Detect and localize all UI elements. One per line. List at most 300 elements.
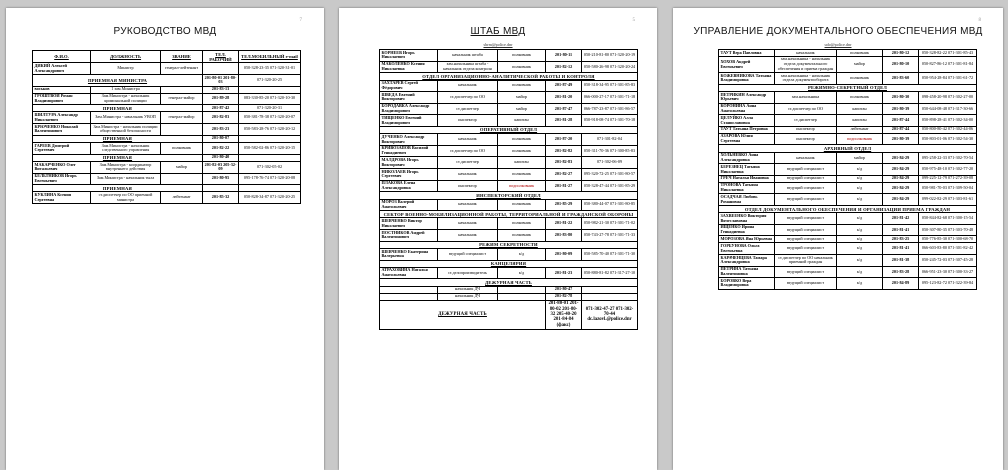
table-row — [380, 218, 638, 230]
section-row — [33, 135, 301, 142]
phone-work: 201-81-20 — [546, 92, 582, 104]
rank: капитан — [498, 157, 546, 169]
phone-mobile: 066-603-83-80 071-301-82-42 — [919, 243, 977, 255]
position: ст.диспетчер — [438, 103, 498, 115]
phone-work: 201-81-27 — [546, 180, 582, 192]
section-row — [380, 126, 638, 133]
position: начальник — [438, 199, 498, 211]
position: ведущий специалист — [775, 213, 837, 225]
phone-work: 201-87-42 — [203, 105, 239, 112]
position: инспектор — [438, 180, 498, 192]
table-row — [719, 126, 977, 133]
section-title: СЕКТОР ВОЕННО-МОБИЛИЗАЦИОННОЙ РАБОТЫ, ТЕРРИТОРИАЛЬНОЙ И ГРАЖДАНСКОЙ ОБОРОНЫ — [380, 211, 638, 218]
phone-mobile: 095-258-22-33 071-302-70-54 — [919, 152, 977, 164]
section-title: РЕЖИМНО-СЕКРЕТНЫЙ ОТДЕЛ — [719, 84, 977, 91]
table-row — [719, 92, 977, 104]
phone-mobile: 066-787-23-87 071-301-86-57 — [582, 103, 638, 115]
position: зам.начальника - начальник отдела документооборота — [775, 73, 837, 85]
table-row — [719, 278, 977, 290]
person-name — [380, 293, 438, 300]
table-row — [380, 145, 638, 157]
phone-work: 201-84-29 — [883, 175, 919, 182]
phone-mobile: 050-381-78-38 071-320-20-07 — [239, 112, 301, 124]
phone-mobile — [582, 293, 638, 300]
phone-work: 201-84-89 — [883, 278, 919, 290]
table-row — [33, 161, 301, 173]
rank: к/д — [837, 236, 883, 243]
phone-work: 201-81-38 — [883, 254, 919, 266]
contacts-table — [32, 50, 301, 204]
rank: к/д — [837, 194, 883, 206]
person-name: ОСАДЧАЯ Любовь Романовна — [719, 194, 775, 206]
position: начальник — [438, 230, 498, 242]
person-name: ГОРБУНОВА Ольга Евгеньевна — [719, 243, 775, 255]
position: ведущий специалист — [775, 175, 837, 182]
phone-mobile — [239, 135, 301, 142]
position: ст.диспетчер по ОО приемной министра — [91, 192, 161, 204]
section-row — [380, 211, 638, 218]
phone-work: 201-80-07 — [203, 135, 239, 142]
phone-mobile: 066-000-27-17 071-301-71-18 — [582, 92, 638, 104]
person-name: АТРАХОВИНА Наталья Анатольевна — [380, 267, 438, 279]
section-row — [380, 241, 638, 248]
phone-mobile: 083-330-85-20 071-320-10-30 — [239, 93, 301, 105]
section-title: ПРИЕМНАЯ — [33, 154, 203, 161]
person-name: ТАУТ Татьяна Петровна — [719, 126, 775, 133]
section-row — [380, 279, 638, 286]
table-row — [380, 103, 638, 115]
position: зам.начальника - начальник отдела документального обеспечения и приема граждан — [775, 56, 837, 72]
phone-work: 201-83-13 — [203, 86, 239, 93]
person-name: МОРОЗОВА Яна Юрьевна — [719, 236, 775, 243]
section-title: ОТДЕЛ ОРГАНИЗАЦИОННО-АНАЛИТИЧЕСКОЙ РАБОТЫ И КОНТРОЛЯ — [380, 73, 638, 80]
phone-mobile: 095-123-82-72 071-322-39-84 — [919, 278, 977, 290]
section-row — [719, 205, 977, 212]
person-name: ГРЕЧ Наталья Ивановна — [719, 175, 775, 182]
section-title: КАНЦЕЛЯРИЯ — [380, 260, 638, 267]
position: ст.диспетчер по ОО — [775, 103, 837, 115]
person-name: ТИЩЕНКО Евгений Владимирович — [380, 115, 438, 127]
person-name: БОРОДАВКА Александр Владимирович — [380, 103, 438, 115]
table-row — [380, 61, 638, 73]
page-number: 8 — [978, 18, 981, 23]
phone-mobile: 095-178-76-74 071-320-20-08 — [239, 173, 301, 185]
position: ст.делопроизводитель — [438, 267, 498, 279]
phone-work: 201-80-39 — [883, 133, 919, 145]
table-row — [719, 73, 977, 85]
table-row — [380, 157, 638, 169]
phone-work — [203, 185, 239, 192]
phone-mobile: 050-328-47-44 071-301-85-29 — [582, 180, 638, 192]
phone-work: 201-81-42 — [883, 213, 919, 225]
phone-work: 201-80-09 — [546, 248, 582, 260]
phone-work: 201-82-27 — [546, 169, 582, 181]
phone-mobile: 098-458-20-98 071-302-27-00 — [919, 92, 977, 104]
phone-work: 201-87-47 — [546, 103, 582, 115]
phone-work: 201-87-44 — [883, 115, 919, 127]
table-row — [380, 134, 638, 146]
duty-row — [380, 300, 638, 329]
person-name: ШИЛТУРА Александр Николаевич — [33, 112, 91, 124]
table-row — [380, 230, 638, 242]
table-row — [33, 192, 301, 204]
person-name: ПЕТРИКИН Александр Юрьевич — [719, 92, 775, 104]
table-row — [719, 50, 977, 57]
phone-work: 201-84-29 — [883, 182, 919, 194]
phone-mobile — [239, 154, 301, 161]
section-title: РЕЖИМ СЕКРЕТНОСТИ — [380, 241, 638, 248]
rank — [161, 124, 203, 136]
column-header: Ф.И.О. — [33, 51, 91, 63]
table-row — [33, 93, 301, 105]
rank: полковник — [498, 80, 546, 92]
phone-work: 201-87-20 — [546, 134, 582, 146]
position: начальник ДЧ — [438, 293, 498, 300]
position: начальник — [438, 218, 498, 230]
document-page-3 — [673, 8, 1003, 470]
phone-mobile — [239, 86, 301, 93]
rank: генерал-лейтенант — [161, 63, 203, 75]
table-row — [380, 248, 638, 260]
rank: полковник — [498, 61, 546, 73]
phone-work: 201-82-83 — [203, 112, 239, 124]
position: начальник — [775, 152, 837, 164]
column-header: ТЕЛ. РАБОЧИЙ — [203, 51, 239, 63]
phone-work: 201-82-22 — [203, 142, 239, 154]
phone-mobile: 050-644-08-48 071-317-30-66 — [919, 103, 977, 115]
section-title: ОТДЕЛ ДОКУМЕНТАЛЬНОГО ОБЕСПЕЧЕНИЯ И ОРГАНИЗАЦИИ ПРИЕМА ГРАЖДАН — [719, 205, 977, 212]
rank: к/д — [837, 278, 883, 290]
table-row — [719, 243, 977, 255]
person-name: ДИКИЙ Алексей Александрович — [33, 63, 91, 75]
phone-work: 201-89-28 — [203, 93, 239, 105]
person-name: БЕРЕЗНЕЦ Татьяна Николаевна — [719, 164, 775, 176]
position: инспектор — [775, 133, 837, 145]
rank: полковник — [161, 142, 203, 154]
document-page-1 — [6, 8, 324, 470]
phone-mobile: 050-898-28-41 071-302-34-00 — [919, 115, 977, 127]
position: 1 зам.Министра — [91, 86, 161, 93]
section-row — [33, 105, 301, 112]
position: зам.начальника — [775, 92, 837, 104]
rank — [161, 86, 203, 93]
rank: подполковник — [498, 180, 546, 192]
table-row — [719, 213, 977, 225]
phone-mobile: 050-975-48-10 071-302-77-20 — [919, 164, 977, 176]
table-row — [719, 115, 977, 127]
table-row — [380, 92, 638, 104]
phone-work: 201-82-78 — [546, 293, 582, 300]
section-row — [33, 75, 301, 87]
page-number: 7 — [299, 18, 302, 23]
phone-mobile: 050-245-72-03 071-307-45-28 — [919, 254, 977, 266]
position: ведущий специалист — [775, 278, 837, 290]
position: ст.диспетчер по ОО — [438, 92, 498, 104]
phone-mobile: 050-776-85-30 071-300-68-70 — [919, 236, 977, 243]
phone-work: 201-83-23 — [203, 124, 239, 136]
person-name: КРЮЧЕНКО Николай Валентинович — [33, 124, 91, 136]
phone-work: 201-84-29 — [883, 152, 919, 164]
section-row — [719, 84, 977, 91]
rank: полковник — [837, 73, 883, 85]
person-name: КРИВОЗАПОВ Василий Геннадиевич — [380, 145, 438, 157]
rank: полковник — [498, 145, 546, 157]
phone-work: 201-81-23 — [546, 267, 582, 279]
phone-mobile: 071-320-20-25 — [239, 75, 301, 87]
person-name: ЦЕЛУЙКО Алла Станиславовна — [719, 115, 775, 127]
position: ведущий специалист — [775, 236, 837, 243]
position: ст.диспетчер по ОО начальник приемной граждан — [775, 254, 837, 266]
phone-mobile: 050-982-21-30 071-301-71-02 — [582, 218, 638, 230]
phone-work: 201-84-29 — [883, 164, 919, 176]
column-header: ЗВАНИЕ — [161, 51, 203, 63]
person-name: КУКЛИНА Ксения Сергеевна — [33, 192, 91, 204]
position: Зам.Министра - координатор внутреннего действия — [91, 161, 161, 173]
position: ведущий специалист — [775, 243, 837, 255]
position: Министр — [91, 63, 161, 75]
phone-mobile: 050-828-34-87 071-320-20-25 — [239, 192, 301, 204]
section-title: АРХИВНЫЙ ОТДЕЛ — [719, 145, 977, 152]
person-name: АЗАРОВА Юлия Сергеевна — [719, 133, 775, 145]
table-row — [380, 50, 638, 62]
phone-mobile: 050-307-80-35 071-303-70-48 — [919, 224, 977, 236]
person-name: ШЕВЧЕНКО Екатерина Валерьевна — [380, 248, 438, 260]
person-name: ПЛАКОВА Елена Александровна — [380, 180, 438, 192]
position: начальник — [438, 134, 498, 146]
phone-work: 201-81-28 — [546, 115, 582, 127]
rank: к/д — [837, 175, 883, 182]
rank: полковник — [498, 134, 546, 146]
phone-mobile: 071-301-82-04 — [582, 134, 638, 146]
rank: полковник — [498, 199, 546, 211]
person-name: ТРОНОВА Татьяна Николаевна — [719, 182, 775, 194]
phone-work: 201-82-12 — [546, 61, 582, 73]
section-title: ОПЕРАТИВНЫЙ ОТДЕЛ — [380, 126, 638, 133]
phone-mobile: 050-328-82-22 071-301-85-43 — [919, 50, 977, 57]
contacts-table — [718, 49, 977, 290]
section-row — [33, 154, 301, 161]
rank: генерал-майор — [161, 93, 203, 105]
rank: к/д — [837, 164, 883, 176]
page-title: УПРАВЛЕНИЕ ДОКУМЕНТАЛЬНОГО ОБЕСПЕЧЕНИЯ МВД — [693, 26, 983, 37]
rank: подполковник — [837, 133, 883, 145]
phone-work: 201-83-80 — [546, 230, 582, 242]
table-row — [719, 266, 977, 278]
phone-mobile: 095-320-72-25 071-301-80-57 — [582, 169, 638, 181]
phone-work: 201-80-12 — [883, 50, 919, 57]
phone-mobile: 050-585-70-40 071-301-71-30 — [582, 248, 638, 260]
phone-work: 201-80-40 — [203, 154, 239, 161]
rank — [498, 293, 546, 300]
position: начальник — [438, 169, 498, 181]
phone-work: 201-81-41 — [883, 224, 919, 236]
phone-work: 201-80-95 — [203, 173, 239, 185]
section-title: ПРИЕМНАЯ — [33, 135, 203, 142]
table-row — [719, 224, 977, 236]
rank: к/д — [837, 243, 883, 255]
table-row — [719, 152, 977, 164]
phone-mobile: 050-743-27-78 071-301-71-33 — [582, 230, 638, 242]
section-title: ПРИЕМНАЯ — [33, 185, 203, 192]
table-row — [719, 56, 977, 72]
table-row — [719, 194, 977, 206]
person-name: ПОСТНИКОВ Андрей Валентинович — [380, 230, 438, 242]
position: начальник штаба — [438, 50, 498, 62]
rank: к/д — [837, 213, 883, 225]
person-name: ХОЛЬНЕВКО Анна Александровна — [719, 152, 775, 164]
person-name: КОРОНИНА Анна Анатольевна — [719, 103, 775, 115]
column-header: ДОЛЖНОСТЬ — [91, 51, 161, 63]
person-name: ЗАХВЕЕНКО Виктория Вячеславовна — [719, 213, 775, 225]
section-title: ИНСПЕКТОРСКИЙ ОТДЕЛ — [380, 192, 638, 199]
person-name: КОЖЕВНИКОВА Татьяна Владимировна — [719, 73, 775, 85]
position: ведущий специалист — [775, 182, 837, 194]
person-name — [380, 286, 438, 293]
rank: полковник — [498, 218, 546, 230]
phone-mobile: 050-318-34-95 071-301-85-83 — [582, 80, 638, 92]
section-row — [33, 185, 301, 192]
section-title: ПРИЕМНАЯ МИНИСТРА — [33, 75, 203, 87]
phone-mobile: 066-951-23-30 071-300-33-27 — [919, 266, 977, 278]
person-name: воськов — [33, 86, 91, 93]
phone-mobile: 050-311-70-36 071-300-85-83 — [582, 145, 638, 157]
section-row — [719, 145, 977, 152]
phone-work: 201-85-32 — [203, 192, 239, 204]
table-row — [380, 115, 638, 127]
position: ведущий специалист — [775, 224, 837, 236]
person-name: ИЩЕНКО Ирина Геннадиевна — [719, 224, 775, 236]
person-name: ШЕВЧЕНКО Виктор Николаевич — [380, 218, 438, 230]
table-row — [33, 124, 301, 136]
phone-work: 201-87-49 — [546, 80, 582, 92]
phone-work: 201-81-41 — [883, 243, 919, 255]
rank: полковник — [498, 169, 546, 181]
phone-mobile: 050-583-28-76 071-320-20-12 — [239, 124, 301, 136]
rank: полковник — [498, 230, 546, 242]
person-name: МАКАРЧЕНКО Олег Витальевич — [33, 161, 91, 173]
position: инспектор — [438, 115, 498, 127]
phone-mobile: 050-582-02-86 071-320-20-15 — [239, 142, 301, 154]
rank: капитан — [498, 115, 546, 127]
phone-work: 201-80-47 — [546, 286, 582, 293]
rank: лейтенант — [837, 126, 883, 133]
person-name: ШВЕДА Евгений Викторович — [380, 92, 438, 104]
phone-work: 201-80-01 201-80-02 201-80-32 205-40-20 201-84-84 (факс) — [546, 300, 582, 329]
phone-mobile: 071-302-47-27 071-302-70-44 dc.lazovl.@police.dnr — [582, 300, 638, 329]
phone-mobile: 050-827-86-12 071-301-81-84 — [919, 56, 977, 72]
person-name: КОРНЕЕВ Игорь Николаевич — [380, 50, 438, 62]
phone-mobile — [582, 286, 638, 293]
page-title: ШТАБ МВД — [470, 26, 526, 37]
person-name: БОРОВКО Вера Владимировна — [719, 278, 775, 290]
phone-work — [203, 63, 239, 75]
rank — [498, 286, 546, 293]
phone-mobile: 050-954-28-84 071-301-61-72 — [919, 73, 977, 85]
section-row — [380, 192, 638, 199]
phone-mobile: 050-880-81-82 071-317-27-10 — [582, 267, 638, 279]
position: ведущий специалист — [775, 266, 837, 278]
position: Зам.Министра - начальник следственного управления — [91, 142, 161, 154]
rank: к/д — [837, 254, 883, 266]
rank: генерал-майор — [161, 112, 203, 124]
column-header: ТЕЛ.МОБИЛЬНЫЙ e-mail — [239, 51, 301, 63]
table-row — [719, 175, 977, 182]
position: ст.диспетчер по ОО — [438, 145, 498, 157]
document-page-2 — [339, 8, 657, 470]
department-email: sbrm@police.dnr — [483, 42, 513, 47]
position: Зам.Министра - начальник полиции общественной безопасности — [91, 124, 161, 136]
phone-mobile: 099-022-82-29 071-303-81-61 — [919, 194, 977, 206]
rank: к/д — [498, 248, 546, 260]
phone-mobile: 071-302-06-09 — [582, 157, 638, 169]
department-email: udo@police.dnr — [824, 42, 852, 47]
position: ведущий специалист — [775, 164, 837, 176]
phone-work: 201-83-28 — [883, 266, 919, 278]
rank: майор — [837, 56, 883, 72]
table-row — [33, 112, 301, 124]
position: Зам.Министра - начальник тыла — [91, 173, 161, 185]
phone-mobile: 050-580-26-98 071-320-20-24 — [582, 61, 638, 73]
phone-work: 201-80-30 — [883, 92, 919, 104]
phone-mobile: 050-918-08-74 071-301-70-18 — [582, 115, 638, 127]
phone-mobile: 050-981-70-03 071-309-50-04 — [919, 182, 977, 194]
contacts-table — [379, 49, 638, 330]
phone-work: 201-83-25 — [883, 236, 919, 243]
phone-mobile — [239, 185, 301, 192]
phone-mobile: 050-380-44-07 071-301-80-85 — [582, 199, 638, 211]
table-row — [719, 133, 977, 145]
rank: майор — [498, 92, 546, 104]
rank: капитан — [837, 115, 883, 127]
table-row — [380, 267, 638, 279]
rank: майор — [837, 152, 883, 164]
phone-mobile: 050-803-01-06 071-302-54-30 — [919, 133, 977, 145]
table-row — [719, 164, 977, 176]
page-title: РУКОВОДСТВО МВД — [113, 26, 217, 37]
phone-work: 201-80-10 — [883, 56, 919, 72]
person-name: ЗАХТАРЕВ Сергей Фёдорович — [380, 80, 438, 92]
position: ведущий специалист — [775, 194, 837, 206]
position: начальник — [775, 50, 837, 57]
position: Зам.Министра - начальник УВОП — [91, 112, 161, 124]
rank: капитан — [837, 103, 883, 115]
person-name: МОРОЗ Валерий Анатольевич — [380, 199, 438, 211]
rank: лейтенант — [161, 192, 203, 204]
rank: полковник — [498, 50, 546, 62]
phone-work: 201-80-01 201-80-03 — [203, 75, 239, 87]
table-row — [33, 63, 301, 75]
phone-mobile: 071-302-05-02 — [239, 161, 301, 173]
rank: к/д — [837, 182, 883, 194]
phone-work: 201-82-03 205-32-09 — [203, 161, 239, 173]
table-row — [380, 286, 638, 293]
table-row — [33, 86, 301, 93]
phone-mobile: 050-844-82-68 071-300-15-54 — [919, 213, 977, 225]
phone-mobile: 050-800-80-42 071-302-44-06 — [919, 126, 977, 133]
person-name: ХОХОВ Андрей Евгеньевич — [719, 56, 775, 72]
table-row — [719, 236, 977, 243]
person-name: МАЛДРОВА Игорь Викторович — [380, 157, 438, 169]
table-row — [380, 199, 638, 211]
person-name: ГРОШТВОЙ Роман Владимирович — [33, 93, 91, 105]
phone-work: 201-85-29 — [546, 199, 582, 211]
position: начальник ДЧ — [438, 286, 498, 293]
person-name: ТАУТ Вера Павловна — [719, 50, 775, 57]
table-row — [33, 173, 301, 185]
person-name: ГАРЕЕВ Дмитрий Сергеевич — [33, 142, 91, 154]
rank: к/д — [837, 224, 883, 236]
position: зам.начальника штаба - начальник отдела контроля — [438, 61, 498, 73]
